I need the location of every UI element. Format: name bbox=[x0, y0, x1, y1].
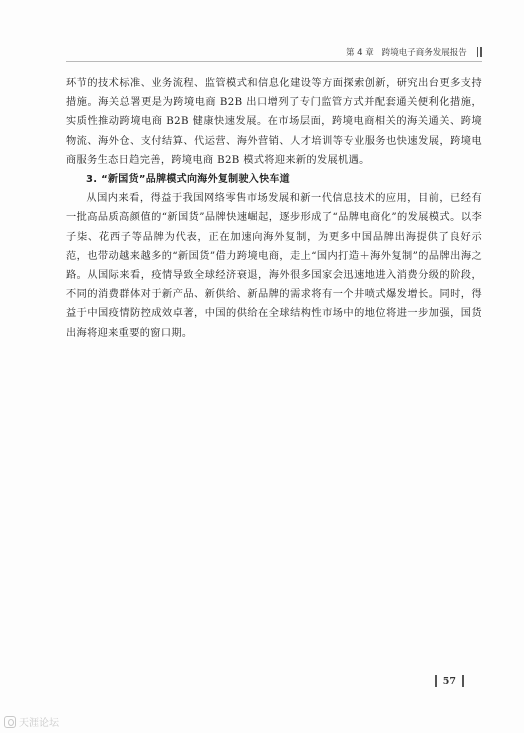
section-heading: 3. “新国货”品牌模式向海外复制驶入快车道 bbox=[86, 174, 290, 186]
running-header bbox=[346, 46, 482, 58]
header-rule bbox=[66, 61, 482, 62]
watermark-text: 天涯论坛 bbox=[19, 718, 59, 729]
body-text bbox=[66, 74, 482, 343]
watermark-logo-icon bbox=[4, 716, 16, 728]
page-number: 57 bbox=[442, 675, 456, 687]
watermark bbox=[4, 714, 59, 729]
chapter-label: 第 4 章 bbox=[345, 48, 374, 58]
folio-bar bbox=[462, 675, 464, 687]
folio-bar bbox=[435, 675, 437, 687]
page-folio bbox=[435, 675, 464, 687]
header-bars-decoration bbox=[477, 47, 482, 57]
book-title: 跨境电子商务发展报告 bbox=[381, 48, 467, 58]
paragraph-continued: 环节的技术标准、业务流程、监管模式和信息化建设等方面探索创新，研究出台更多支持措施。海关总署更是为跨境电商 B2B 出口增列了专门监管方式并配套通关便利化措施，实质性推动跨境电商 B2B 健康快速发展。在市场层面，跨境电商相关的海关通关、跨境物流、海外仓、支付结算、代运营、海外营销、人才培训等专业服务也快速发展，跨境电商服务生态日趋完善，跨境电商 B2B 模式将迎来新的发展机遇。 bbox=[66, 78, 482, 166]
paragraph-main: 从国内来看，得益于我国网络零售市场发展和新一代信息技术的应用，目前，已经有一批高品质高颜值的“新国货”品牌快速崛起，逐步形成了“品牌电商化”的发展模式。以李子柒、花西子等品牌为代表，正在加速向海外复制，为更多中国品牌出海提供了良好示范，也带动越来越多的“新国货”借力跨境电商，走上“国内打造＋海外复制”的品牌出海之路。从国际来看，疫情导致全球经济衰退，海外很多国家会迅速地进入消费分级的阶段，不同的消费群体对于新产品、新供给、新品牌的需求将有一个井喷式爆发增长。同时，得益于中国疫情防控成效卓著，中国的供给在全球结构性市场中的地位将进一步加强，国货出海将迎来重要的窗口期。 bbox=[66, 193, 482, 339]
